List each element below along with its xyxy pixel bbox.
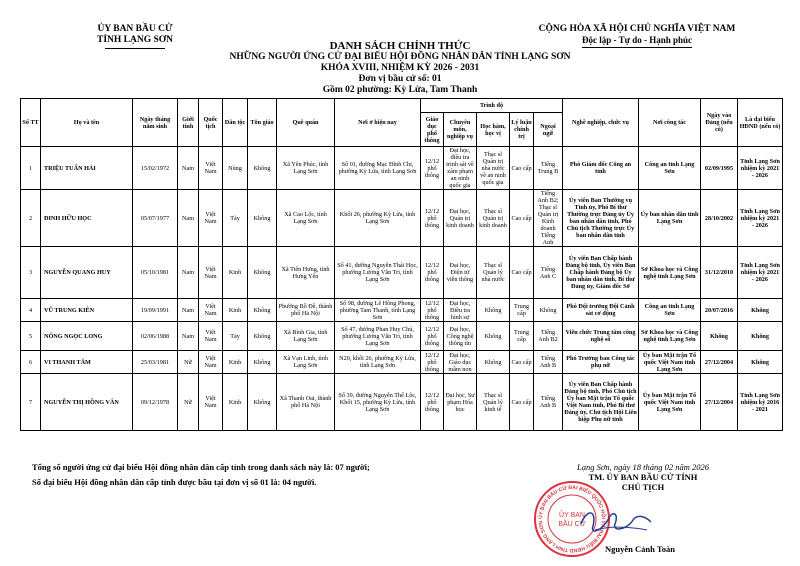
row-residence: Số 01, đường Mạc Đĩnh Chi, phường Kỳ Lừa, tỉnh Lạng Sơn bbox=[335, 147, 421, 190]
col-hometown: Quê quán bbox=[277, 99, 335, 147]
col-edu-political: Lý luận chính trị bbox=[510, 113, 534, 147]
row-edu-general: 12/12 phổ thông bbox=[421, 247, 444, 299]
seal-ring-text: ỦY BAN BẦU CỬ ĐẠI BIỂU QUỐC HỘI VÀ ĐẠI BIỂU HĐND TỈNH LẠNG SƠN bbox=[537, 484, 607, 554]
row-edu-professional: Đại học, Công nghệ thông tin bbox=[444, 322, 477, 351]
signature-date: Lạng Sơn, ngày 18 tháng 02 năm 2026 bbox=[576, 462, 710, 472]
row-hometown: Xã Cao Lộc, tỉnh Lạng Sơn bbox=[277, 190, 335, 247]
motto-line2: Độc lập - Tự do - Hạnh phúc bbox=[581, 35, 692, 45]
table-body bbox=[21, 147, 783, 431]
document-title bbox=[200, 40, 600, 96]
table-row bbox=[21, 351, 783, 374]
row-gender: Nam bbox=[178, 147, 199, 190]
row-edu-professional: Đại học, Giáo dục mầm non bbox=[444, 351, 477, 374]
row-edu-professional: Đại học, Sư phạm Hóa học bbox=[444, 374, 477, 431]
row-edu-degree: Thạc sĩ Quản lý nhà nước bbox=[477, 247, 510, 299]
row-nationality: Việt Nam bbox=[199, 247, 223, 299]
row-edu-professional: Đại học, Quản trị kinh doanh bbox=[444, 190, 477, 247]
col-education: Trình độ bbox=[421, 99, 563, 113]
row-edu-general: 12/12 phổ thông bbox=[421, 351, 444, 374]
row-hometown: Phường Bồ Đề, thành phố Hà Nội bbox=[277, 299, 335, 322]
row-workplace: Ủy ban Mặt trận Tổ quốc Việt Nam tỉnh Lạng Sơn bbox=[639, 351, 701, 374]
col-edu-language: Ngoại ngữ bbox=[534, 113, 563, 147]
row-gender: Nữ bbox=[178, 374, 199, 431]
row-hdnd: Không bbox=[738, 351, 783, 374]
row-hometown: Xã Tiên Hưng, tỉnh Hưng Yên bbox=[277, 247, 335, 299]
row-hdnd: Không bbox=[738, 299, 783, 322]
row-workplace: Công an tỉnh Lạng Sơn bbox=[639, 299, 701, 322]
row-name: ĐINH HỮU HỌC bbox=[41, 190, 133, 247]
table-row bbox=[21, 247, 783, 299]
seal-center-line2: BẦU CỬ bbox=[558, 521, 586, 528]
col-edu-general: Giáo dục phổ thông bbox=[421, 113, 444, 147]
row-religion: Không bbox=[248, 374, 277, 431]
signature-role: CHỦ TỊCH bbox=[621, 482, 665, 492]
row-name: VŨ TRUNG KIÊN bbox=[41, 299, 133, 322]
row-edu-political: Cao cấp bbox=[510, 247, 534, 299]
col-religion: Tôn giáo bbox=[248, 99, 277, 147]
row-nationality: Việt Nam bbox=[199, 351, 223, 374]
row-gender: Nữ bbox=[178, 351, 199, 374]
row-edu-general: 12/12 phổ thông bbox=[421, 322, 444, 351]
col-party-date: Ngày vào Đảng (nếu có) bbox=[701, 99, 738, 147]
col-ethnicity: Dân tộc bbox=[223, 99, 248, 147]
title-line3: KHÓA XVIII, NHIỆM KỲ 2026 - 2031 bbox=[320, 63, 480, 73]
row-ethnicity: Kinh bbox=[223, 299, 248, 322]
col-hdnd: Là đại biểu HĐND (nếu có) bbox=[738, 99, 783, 147]
row-religion: Không bbox=[248, 247, 277, 299]
row-residence: Khối 26, phường Kỳ Lừa, tỉnh Lạng Sơn bbox=[335, 190, 421, 247]
row-stt: 3 bbox=[21, 247, 41, 299]
row-gender: Nam bbox=[178, 299, 199, 322]
row-edu-language: Tiếng Anh B2; Thạc sĩ Quản trị Kinh doanh Tiếng Anh bbox=[534, 190, 563, 247]
row-workplace: Ủy ban Mặt trận Tổ quốc Việt Nam tỉnh Lạng Sơn bbox=[639, 374, 701, 431]
row-nationality: Việt Nam bbox=[199, 374, 223, 431]
col-edu-degree: Học hàm, học vị bbox=[477, 113, 510, 147]
title-line2: NHỮNG NGƯỜI ỨNG CỬ ĐẠI BIỂU HỘI ĐỒNG NHÂN DÂN TỈNH LẠNG SƠN bbox=[229, 52, 571, 62]
row-hdnd: Tỉnh Lạng Sơn nhiệm kỳ 2021 - 2026 bbox=[738, 190, 783, 247]
row-edu-language: Tiếng Anh B bbox=[534, 374, 563, 431]
row-workplace: Sở Khoa học và Công nghệ tỉnh Lạng Sơn bbox=[639, 247, 701, 299]
motto-line1: CỘNG HÒA XÃ HỘI CHỦ NGHĨA VIỆT NAM bbox=[538, 24, 736, 34]
row-party-date: 27/12/2004 bbox=[701, 351, 738, 374]
row-edu-degree: Thạc sĩ Quản lý kinh tế bbox=[477, 374, 510, 431]
row-ethnicity: Tày bbox=[223, 322, 248, 351]
row-hdnd: Không bbox=[738, 322, 783, 351]
issuer-header bbox=[60, 24, 210, 49]
col-edu-professional: Chuyên môn, nghiệp vụ bbox=[444, 113, 477, 147]
row-edu-political: Cao cấp bbox=[510, 374, 534, 431]
candidate-table bbox=[20, 98, 783, 431]
row-hometown: Xã Vạn Linh, tỉnh Lạng Sơn bbox=[277, 351, 335, 374]
row-edu-degree: Không bbox=[477, 322, 510, 351]
row-stt: 6 bbox=[21, 351, 41, 374]
row-hdnd: Tỉnh Lạng Sơn nhiệm kỳ 2021 - 2026 bbox=[738, 147, 783, 190]
row-edu-degree: Thạc sĩ Quản trị nhà nước về an ninh quốc gia bbox=[477, 147, 510, 190]
row-hometown: Xã Bình Gia, tỉnh Lạng Sơn bbox=[277, 322, 335, 351]
row-workplace: Ủy ban nhân dân tỉnh Lạng Sơn bbox=[639, 190, 701, 247]
issuer-rule bbox=[105, 48, 165, 49]
row-hdnd: Tỉnh Lạng Sơn nhiệm kỳ 2016 - 2021 bbox=[738, 374, 783, 431]
row-stt: 5 bbox=[21, 322, 41, 351]
row-name: NGUYỄN QUANG HUY bbox=[41, 247, 133, 299]
handwritten-signature bbox=[575, 500, 655, 540]
row-residence: Số 47, đường Phan Huy Chú, phường Lương Văn Tri, tỉnh Lạng Sơn bbox=[335, 322, 421, 351]
row-occupation: Phó Trưởng ban Công tác phụ nữ bbox=[563, 351, 639, 374]
row-occupation: Ủy viên Ban Chấp hành Đảng bộ tỉnh, Ủy viên Ban Chấp hành Đảng bộ Ủy ban nhân dân tỉnh, Bí thư Đảng ủy, Giám đốc Sở bbox=[563, 247, 639, 299]
table-row bbox=[21, 190, 783, 247]
row-hometown: Xã Yên Phúc, tỉnh Lạng Sơn bbox=[277, 147, 335, 190]
row-nationality: Việt Nam bbox=[199, 190, 223, 247]
row-stt: 2 bbox=[21, 190, 41, 247]
col-workplace: Nơi công tác bbox=[639, 99, 701, 147]
table-row bbox=[21, 322, 783, 351]
row-ethnicity: Nùng bbox=[223, 147, 248, 190]
row-stt: 7 bbox=[21, 374, 41, 431]
row-workplace: Công an tỉnh Lạng Sơn bbox=[639, 147, 701, 190]
row-occupation: Ủy viên Ban Chấp hành Đảng bộ tỉnh, Phó Chủ tịch Ủy ban Mặt trận Tổ quốc Việt Nam tỉnh, Phó Bí thư Đảng ủy, Chủ tịch Hội Liên hiệp Phụ nữ tỉnh bbox=[563, 374, 639, 431]
row-dob: 25/03/1981 bbox=[133, 351, 178, 374]
row-edu-political: Trung cấp bbox=[510, 322, 534, 351]
row-religion: Không bbox=[248, 351, 277, 374]
issuer-line1: ỦY BAN BẦU CỬ bbox=[97, 24, 173, 34]
col-stt: Số TT bbox=[21, 99, 41, 147]
row-edu-general: 12/12 phổ thông bbox=[421, 299, 444, 322]
row-dob: 19/09/1991 bbox=[133, 299, 178, 322]
row-ethnicity: Kinh bbox=[223, 351, 248, 374]
row-nationality: Việt Nam bbox=[199, 299, 223, 322]
col-gender: Giới tính bbox=[178, 99, 199, 147]
row-edu-degree: Không bbox=[477, 299, 510, 322]
col-residence: Nơi ở hiện nay bbox=[335, 99, 421, 147]
row-edu-degree: Thạc sĩ Quản trị kinh doanh bbox=[477, 190, 510, 247]
row-edu-language: Không bbox=[534, 299, 563, 322]
row-religion: Không bbox=[248, 147, 277, 190]
row-religion: Không bbox=[248, 190, 277, 247]
row-gender: Nam bbox=[178, 322, 199, 351]
row-edu-political: Cao cấp bbox=[510, 147, 534, 190]
row-workplace: Sở Khoa học và Công nghệ tỉnh Lạng Sơn bbox=[639, 322, 701, 351]
row-occupation: Phó Giám đốc Công an tỉnh bbox=[563, 147, 639, 190]
row-party-date: 02/09/1995 bbox=[701, 147, 738, 190]
row-edu-language: Tiếng Anh B2 bbox=[534, 322, 563, 351]
row-edu-general: 12/12 phổ thông bbox=[421, 374, 444, 431]
col-nationality: Quốc tịch bbox=[199, 99, 223, 147]
title-main: DANH SÁCH CHÍNH THỨC bbox=[329, 40, 471, 52]
row-edu-language: Tiếng Anh B bbox=[534, 351, 563, 374]
table-row bbox=[21, 147, 783, 190]
row-edu-professional: Đại học, Điện tử viễn thông bbox=[444, 247, 477, 299]
row-name: TRIỆU TUẤN HẢI bbox=[41, 147, 133, 190]
row-party-date: 28/10/2002 bbox=[701, 190, 738, 247]
row-party-date: Không bbox=[701, 322, 738, 351]
row-name: NGUYỄN THỊ HỒNG VÂN bbox=[41, 374, 133, 431]
title-line4: Đơn vị bầu cử số: 01 bbox=[358, 74, 442, 84]
table-header-row bbox=[21, 99, 783, 113]
row-stt: 1 bbox=[21, 147, 41, 190]
summary-total: Tổng số người ứng cử đại biểu Hội đồng nhân dân cấp tỉnh trong danh sách này là: 07 người; bbox=[32, 462, 370, 472]
row-dob: 15/02/1972 bbox=[133, 147, 178, 190]
row-religion: Không bbox=[248, 299, 277, 322]
summary-elected: Số đại biểu Hội đồng nhân dân cấp tỉnh được bầu tại đơn vị số 01 là: 04 người. bbox=[32, 477, 317, 487]
issuer-line2: TỈNH LẠNG SƠN bbox=[96, 35, 173, 45]
signature-org: TM. ỦY BAN BẦU CỬ TỈNH bbox=[588, 472, 698, 482]
row-party-date: 20/07/2016 bbox=[701, 299, 738, 322]
row-residence: Số 39, đường Nguyễn Thế Lộc, Khối 15, phường Kỳ Lừa, tỉnh Lạng Sơn bbox=[335, 374, 421, 431]
row-occupation: Ủy viên Ban Thường vụ Tỉnh ủy, Phó Bí thư Thường trực Đảng ủy Ủy ban nhân dân tỉnh, Phó Chủ tịch Thường trực Ủy ban nhân dân tỉnh bbox=[563, 190, 639, 247]
row-edu-language: Tiếng Anh C bbox=[534, 247, 563, 299]
row-name: VI THANH TÂM bbox=[41, 351, 133, 374]
title-line5: Gồm 02 phường: Kỳ Lừa, Tam Thanh bbox=[322, 85, 478, 95]
row-edu-general: 12/12 phổ thông bbox=[421, 147, 444, 190]
signer-name: Nguyễn Cảnh Toàn bbox=[605, 544, 675, 554]
row-edu-language: Tiếng Trung B bbox=[534, 147, 563, 190]
row-edu-general: 12/12 phổ thông bbox=[421, 190, 444, 247]
row-party-date: 31/12/2010 bbox=[701, 247, 738, 299]
row-religion: Không bbox=[248, 322, 277, 351]
row-gender: Nam bbox=[178, 190, 199, 247]
row-nationality: Việt Nam bbox=[199, 147, 223, 190]
row-dob: 09/12/1978 bbox=[133, 374, 178, 431]
row-ethnicity: Tày bbox=[223, 190, 248, 247]
row-residence: N20, khối 26, phường Kỳ Lừa, tỉnh Lạng Sơn bbox=[335, 351, 421, 374]
row-gender: Nam bbox=[178, 247, 199, 299]
row-occupation: Viên chức Trung tâm công nghệ số bbox=[563, 322, 639, 351]
row-dob: 05/07/1977 bbox=[133, 190, 178, 247]
row-edu-professional: Đại học, điều tra trinh sát về xâm phạm an ninh quốc gia bbox=[444, 147, 477, 190]
row-edu-professional: Đại học, Điều tra hình sự bbox=[444, 299, 477, 322]
col-occupation: Nghề nghiệp, chức vụ bbox=[563, 99, 639, 147]
row-nationality: Việt Nam bbox=[199, 322, 223, 351]
row-occupation: Phó Đội trưởng Đội Cảnh sát cơ động bbox=[563, 299, 639, 322]
row-edu-degree: Không bbox=[477, 351, 510, 374]
seal-center-line1: ỦY BAN bbox=[559, 512, 585, 519]
row-dob: 02/06/1988 bbox=[133, 322, 178, 351]
row-edu-political: Cao cấp bbox=[510, 351, 534, 374]
row-hometown: Xã Thanh Oai, thành phố Hà Nội bbox=[277, 374, 335, 431]
row-hdnd: Tỉnh Lạng Sơn nhiệm kỳ 2021 - 2026 bbox=[738, 247, 783, 299]
col-name: Họ và tên bbox=[41, 99, 133, 147]
row-stt: 4 bbox=[21, 299, 41, 322]
row-ethnicity: Kinh bbox=[223, 247, 248, 299]
row-dob: 05/10/1981 bbox=[133, 247, 178, 299]
row-ethnicity: Kinh bbox=[223, 374, 248, 431]
col-dob: Ngày tháng năm sinh bbox=[133, 99, 178, 147]
row-edu-political: Trung cấp bbox=[510, 299, 534, 322]
table-row bbox=[21, 374, 783, 431]
table-row bbox=[21, 299, 783, 322]
row-party-date: 27/12/2004 bbox=[701, 374, 738, 431]
row-edu-political: Cao cấp bbox=[510, 190, 534, 247]
row-residence: Số 98, đường Lê Hồng Phong, phường Tam Thanh, tỉnh Lạng Sơn bbox=[335, 299, 421, 322]
row-name: NÔNG NGỌC LONG bbox=[41, 322, 133, 351]
row-residence: Số 41, đường Nguyễn Thái Học, phường Lương Văn Tri, tỉnh Lạng Sơn bbox=[335, 247, 421, 299]
